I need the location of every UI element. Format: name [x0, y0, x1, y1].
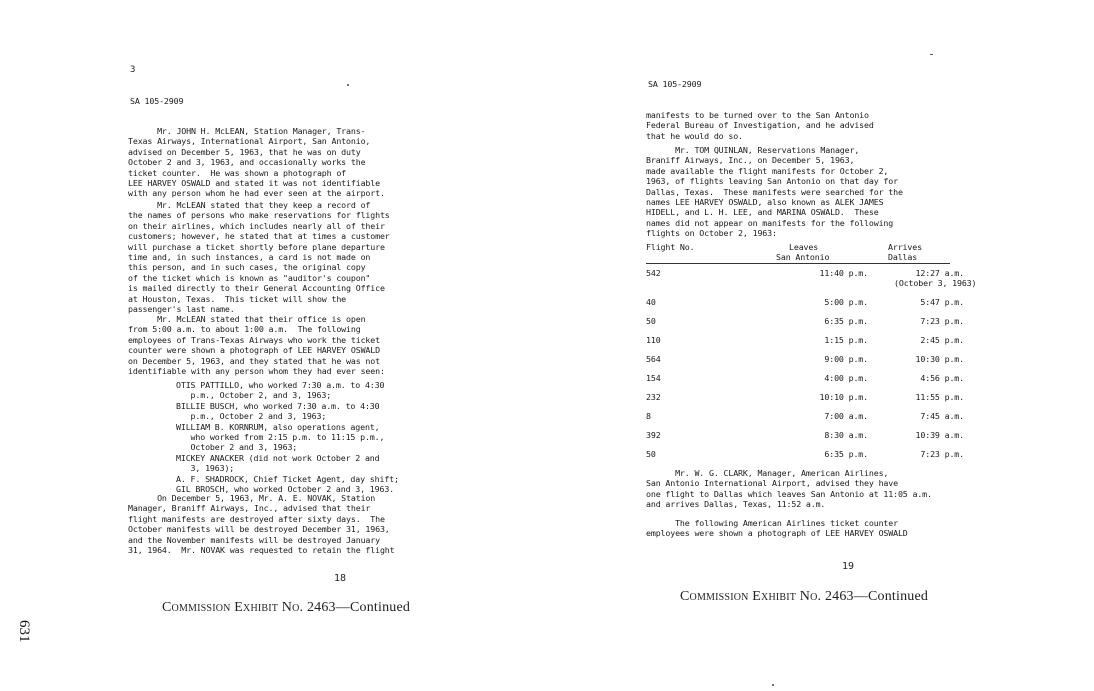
leaves-time-cell: 8:30 a.m.: [824, 430, 868, 440]
leaves-time-cell: 10:10 p.m.: [819, 392, 868, 402]
right-caption-prefix: Commission Exhibit No.: [680, 589, 822, 604]
leaves-time-cell: 7:00 a.m.: [824, 411, 868, 421]
header-san-antonio: San Antonio: [776, 252, 830, 262]
right-mark-bottom: [772, 684, 774, 686]
arrives-time-cell: 7:23 p.m.: [920, 316, 964, 326]
table-row: [646, 297, 1006, 309]
flight-number-cell: 110: [646, 335, 661, 345]
leaves-time-cell: 5:00 p.m.: [824, 297, 868, 307]
left-caption-suffix: 2463—Continued: [306, 600, 411, 615]
flight-number-cell: 564: [646, 354, 661, 364]
arrives-time-cell: 7:23 p.m.: [920, 449, 964, 459]
header-arrives: Arrives: [888, 242, 922, 252]
table-row: [646, 316, 1006, 328]
header-leaves: Leaves: [789, 242, 819, 252]
volume-page-number: 631: [16, 620, 32, 643]
table-row: [646, 449, 1006, 461]
leaves-time-cell: 6:35 p.m.: [824, 449, 868, 459]
table-row: [646, 411, 1006, 423]
arrives-time-cell: 12:27 a.m.: [915, 268, 964, 278]
arrives-time-cell: 4:56 p.m.: [920, 373, 964, 383]
table-row: [646, 354, 1006, 366]
right-file-number: SA 105-2909: [648, 79, 702, 89]
flight-table: [646, 240, 1016, 462]
table-row: [646, 430, 1006, 442]
leaves-time-cell: 6:35 p.m.: [824, 316, 868, 326]
left-page-number: 18: [334, 573, 347, 584]
flight-number-cell: 542: [646, 268, 661, 278]
left-paragraph-1: Mr. JOHN H. McLEAN, Station Manager, Trans- Texas Airways, International Airport, San Antonio, advised on December 5, 1963, that he was on duty October 2 and 3, 1963, and occasionally works the ticket counter. He was shown a photograph of LEE HARVEY OSWALD and stated it was not identifiable with any person whom he had ever seen at the airport.: [128, 126, 385, 199]
flight-number-cell: 232: [646, 392, 661, 402]
left-caption-prefix: Commission Exhibit No.: [162, 600, 304, 615]
arrives-time-cell: 11:55 p.m.: [915, 392, 964, 402]
arrives-time-cell: 5:47 p.m.: [920, 297, 964, 307]
arrival-date-note: (October 3, 1963): [894, 278, 977, 288]
arrives-time-cell: 2:45 p.m.: [920, 335, 964, 345]
flight-number-cell: 40: [646, 297, 656, 307]
table-row: [646, 335, 1006, 347]
table-row: [646, 268, 1006, 288]
right-caption-suffix: 2463—Continued: [824, 589, 929, 604]
table-row: [646, 392, 1006, 404]
leaves-time-cell: 11:40 p.m.: [819, 268, 868, 278]
flight-number-cell: 154: [646, 373, 661, 383]
flight-number-cell: 50: [646, 449, 656, 459]
left-paragraph-2: Mr. McLEAN stated that they keep a record of the names of persons who make reservations for flights on their airlines, which includes nearly all of their customers; however, he stated that at times a customer will purchase a ticket shortly before plane departure time and, in such instances, a card is not made on this person, and in such cases, the original copy of the ticket which is known as "auditor's coupon" is mailed directly to their General Accounting Office at Houston, Texas. This ticket will show the passenger's last name.: [128, 200, 390, 315]
flight-number-cell: 50: [646, 316, 656, 326]
left-employee-list: OTIS PATTILLO, who worked 7:30 a.m. to 4:30 p.m., October 2, and 3, 1963; BILLIE BUSCH, who worked 7:30 a.m. to 4:30 p.m., October 2 and 3, 1963; WILLIAM B. KORNRUM, also operations agent, who worked from 2:15 p.m. to 11:15 p.m., October 2 and 3, 1963; MICKEY ANACKER (did not work October 2 and 3, 1963); A. F. SHADROCK, Chief Ticket Agent, day shift; GIL BROSCH, who worked October 2 and 3, 1963.: [176, 380, 399, 495]
left-file-number: SA 105-2909: [130, 96, 184, 106]
leaves-time-cell: 1:15 p.m.: [824, 335, 868, 345]
table-row: [646, 373, 1006, 385]
right-exhibit-caption: [680, 589, 928, 605]
left-mark-dot: [347, 84, 349, 86]
arrives-time-cell: 10:39 a.m.: [915, 430, 964, 440]
leaves-time-cell: 4:00 p.m.: [824, 373, 868, 383]
leaves-time-cell: 9:00 p.m.: [824, 354, 868, 364]
left-paragraph-3: Mr. McLEAN stated that their office is open from 5:00 a.m. to about 1:00 a.m. The following employees of Trans-Texas Airways who work the ticket counter were shown a photograph of LEE HARVEY OSWALD on December 5, 1963, and they stated that he was not identifiable with any person whom they had ever seen:: [128, 314, 385, 377]
right-paragraph-1: manifests to be turned over to the San Antonio Federal Bureau of Investigation, and he advised that he would do so.: [646, 110, 874, 141]
table-header-rule: [646, 263, 950, 264]
flight-number-cell: 8: [646, 411, 651, 421]
right-page-number: 19: [842, 561, 855, 572]
left-exhibit-caption: [162, 600, 410, 616]
right-paragraph-4: The following American Airlines ticket counter employees were shown a photograph of LEE HARVEY OSWALD: [646, 518, 908, 539]
left-page-top-number: 3: [130, 65, 136, 75]
arrives-time-cell: 10:30 p.m.: [915, 354, 964, 364]
arrives-time-cell: 7:45 a.m.: [920, 411, 964, 421]
header-flight-no: Flight No.: [646, 242, 695, 252]
left-paragraph-4: On December 5, 1963, Mr. A. E. NOVAK, Station Manager, Braniff Airways, Inc., advised that their flight manifests are destroyed after sixty days. The October manifests will be destroyed December 31, 1963, and the November manifests will be destroyed January 31, 1964. Mr. NOVAK was requested to retain the flight: [128, 493, 395, 556]
right-mark-top: [930, 54, 933, 55]
header-dallas: Dallas: [888, 252, 918, 262]
right-paragraph-2: Mr. TOM QUINLAN, Reservations Manager, Braniff Airways, Inc., on December 5, 1963, made available the flight manifests for October 2, 1963, of flights leaving San Antonio on that day for Dallas, Texas. These manifests were searched for the names LEE HARVEY OSWALD, also known as ALEK JAMES HIDELL, and L. H. LEE, and MARINA OSWALD. These names did not appear on manifests for the following flights on October 2, 1963:: [646, 145, 903, 239]
flight-number-cell: 392: [646, 430, 661, 440]
right-paragraph-3: Mr. W. G. CLARK, Manager, American Airlines, San Antonio International Airport, advised they have one flight to Dallas which leaves San Antonio at 11:05 a.m. and arrives Dallas, Texas, 11:52 a.m.: [646, 468, 932, 510]
